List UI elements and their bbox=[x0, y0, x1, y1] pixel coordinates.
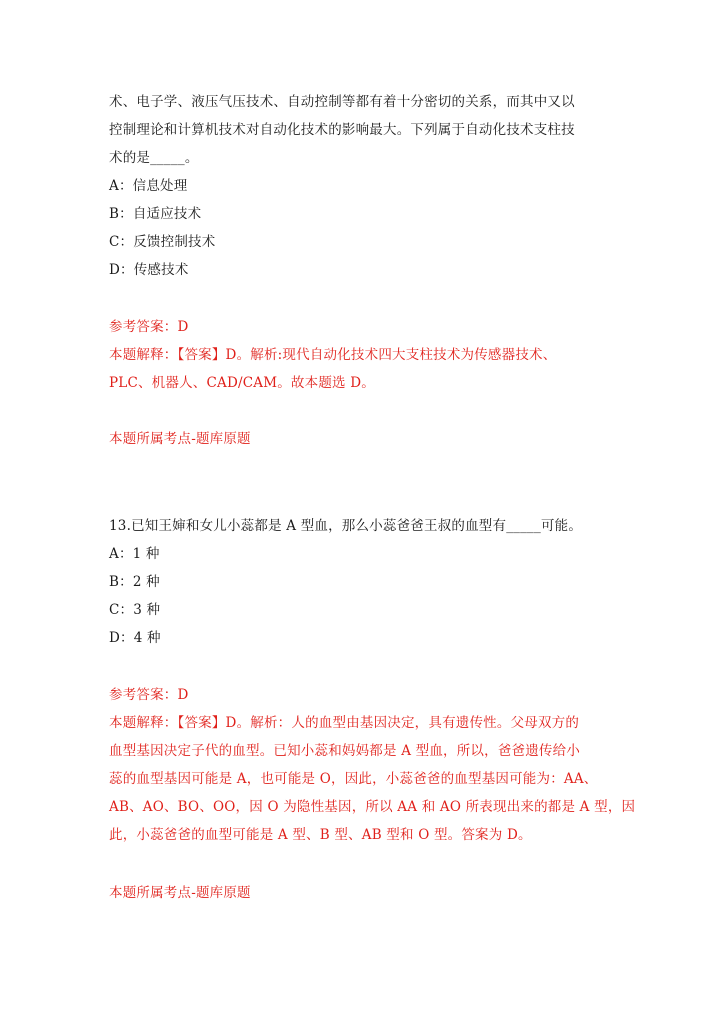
q12-option-d: D：传感技术 bbox=[109, 262, 189, 278]
q12-explanation-line: PLC、机器人、CAD/CAM。故本题选 D。 bbox=[109, 375, 375, 391]
q13-explanation-line: 蕊的血型基因可能是 A，也可能是 O，因此，小蕊爸爸的血型基因可能为：AA、 bbox=[109, 771, 598, 787]
q13-option-a: A：1 种 bbox=[109, 546, 160, 562]
q13-source-label: 本题所属考点-题库原题 bbox=[109, 885, 251, 901]
q13-option-d: D：4 种 bbox=[109, 630, 161, 646]
q13-answer-section bbox=[109, 681, 636, 849]
q12-source bbox=[109, 425, 609, 453]
q12-stem bbox=[109, 88, 609, 172]
q13-explanation-line: 本题解释：【答案】D。解析：人的血型由基因决定，具有遗传性。父母双方的 bbox=[109, 715, 580, 731]
q12-option-c: C：反馈控制技术 bbox=[109, 234, 216, 250]
q13-option-c: C：3 种 bbox=[109, 602, 161, 618]
q12-answer-section bbox=[109, 313, 609, 397]
q13-option-b: B：2 种 bbox=[109, 574, 160, 590]
q12-source-label: 本题所属考点-题库原题 bbox=[109, 431, 251, 447]
q13-stem bbox=[109, 512, 609, 540]
q12-options bbox=[109, 172, 609, 284]
q13-source bbox=[109, 879, 609, 907]
q12-stem-line: 术的是_____。 bbox=[109, 150, 199, 166]
q13-explanation-line: 此，小蕊爸爸的血型可能是 A 型、B 型、AB 型和 O 型。答案为 D。 bbox=[109, 827, 532, 843]
q13-explanation-line: 血型基因决定子代的血型。已知小蕊和妈妈都是 A 型血，所以，爸爸遗传给小 bbox=[109, 743, 581, 759]
q13-explanation-line: AB、AO、BO、OO，因 O 为隐性基因，所以 AA 和 AO 所表现出来的都是 A 型，因 bbox=[109, 799, 636, 815]
q13-options bbox=[109, 540, 609, 652]
q12-stem-line: 术、电子学、液压气压技术、自动控制等都有着十分密切的关系，而其中又以 bbox=[109, 94, 575, 110]
q12-option-b: B：自适应技术 bbox=[109, 206, 202, 222]
q12-answer: 参考答案：D bbox=[109, 319, 189, 335]
q12-explanation-line: 本题解释：【答案】D。解析:现代自动化技术四大支柱技术为传感器技术、 bbox=[109, 347, 557, 363]
q13-answer: 参考答案：D bbox=[109, 687, 189, 703]
q12-stem-line: 控制理论和计算机技术对自动化技术的影响最大。下列属于自动化技术支柱技 bbox=[109, 122, 575, 138]
q13-stem-line: 13.已知王婶和女儿小蕊都是 A 型血，那么小蕊爸爸王叔的血型有_____可能。 bbox=[109, 518, 583, 534]
q12-option-a: A：信息处理 bbox=[109, 178, 188, 194]
